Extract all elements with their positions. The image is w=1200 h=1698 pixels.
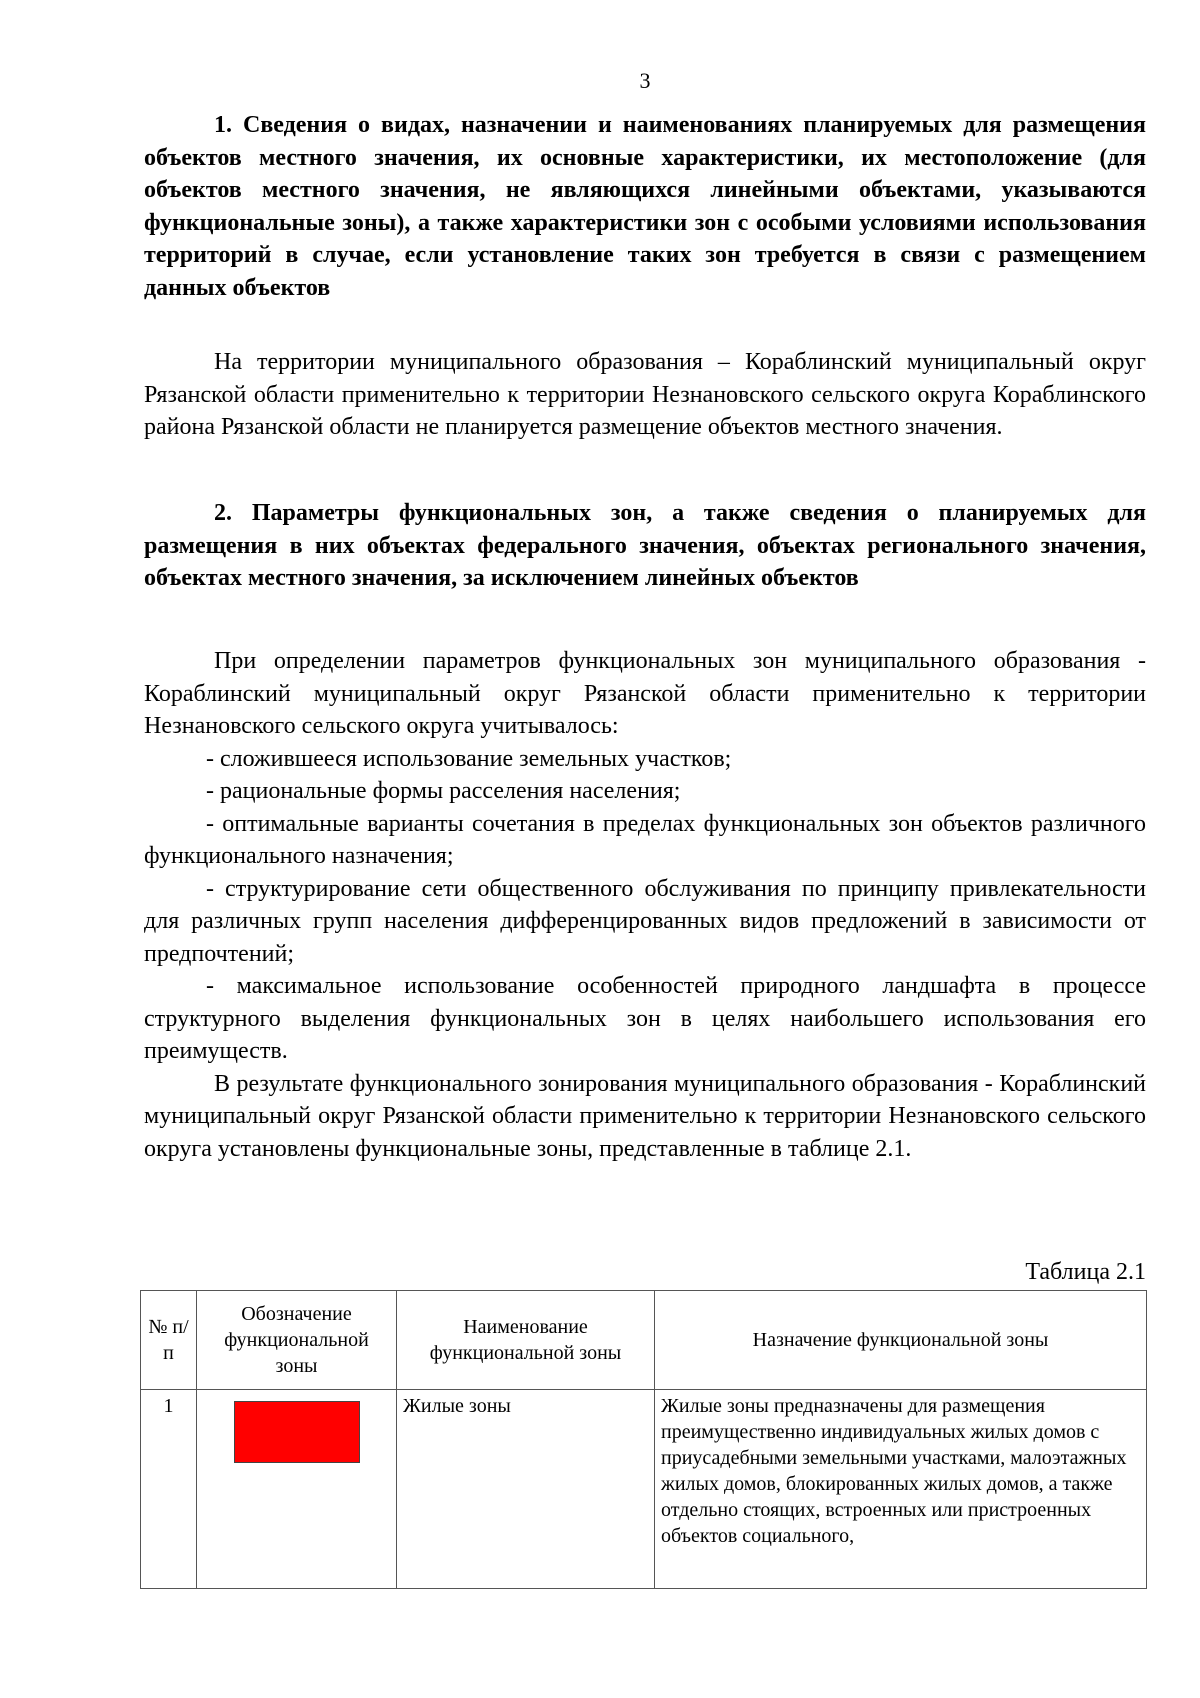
row-purpose: Жилые зоны предназначены для размещения преимущественно индивидуальных жилых домов с приусадебными земельными участками, малоэтажных жилых домов, блокированных жилых домов, а также отдельно стоящих, встроенных или пристроенных объектов социального, — [655, 1390, 1147, 1589]
zone-color-swatch — [234, 1401, 360, 1463]
criteria-item: - сложившееся использование земельных участков; — [206, 745, 732, 772]
criteria-item: - оптимальные варианты сочетания в пределах функциональных зон объектов различного функционального назначения; — [144, 810, 1146, 869]
section-2-conclusion: В результате функционального зонирования муниципального образования - Кораблинский муниципальный округ Рязанской области применительно к территории Незнановского сельского округа установлены функциональные зоны, представленные в таблице 2.1. — [144, 1070, 1146, 1162]
table-caption: Таблица 2.1 — [1025, 1259, 1146, 1285]
header-name: Наименование функциональной зоны — [397, 1291, 655, 1390]
header-purpose: Назначение функциональной зоны — [655, 1291, 1147, 1390]
section-2-text — [144, 645, 1146, 1165]
functional-zones-table — [140, 1290, 1147, 1589]
header-designation: Обозначение функциональной зоны — [197, 1291, 397, 1390]
criteria-item: - максимальное использование особенностей природного ландшафта в процессе структурного выделения функциональных зон в целях наибольшего использования его преимуществ. — [144, 973, 1146, 1064]
header-num: № п/п — [141, 1291, 197, 1390]
section-1-body: На территории муниципального образования – Кораблинский муниципальный округ Рязанской области применительно к территории Незнановского сельского округа Кораблинского района Рязанской области не планируется размещение объектов местного значения. — [144, 349, 1146, 440]
section-1-heading: 1. Сведения о видах, назначении и наименованиях планируемых для размещения объектов местного значения, их основные характеристики, их местоположение (для объектов местного значения, не являющихся линейными объектами, указываются функциональные зоны), а также характеристики зон с особыми условиями использования территорий в случае, если установление таких зон требуется в связи с размещением данных объектов — [144, 112, 1146, 301]
row-designation — [197, 1390, 397, 1589]
table-row — [141, 1390, 1147, 1589]
row-num: 1 — [141, 1390, 197, 1589]
row-name: Жилые зоны — [397, 1390, 655, 1589]
page-number: 3 — [639, 68, 651, 93]
criteria-item: - структурирование сети общественного обслуживания по принципу привлекательности для различных групп населения дифференцированных видов предложений в зависимости от предпочтений; — [144, 875, 1146, 967]
section-2-intro: При определении параметров функциональных зон муниципального образования - Кораблинский муниципальный округ Рязанской области применительно к территории Незнановского сельского округа учитывалось: — [144, 648, 1146, 739]
section-2-heading: 2. Параметры функциональных зон, а также сведения о планируемых для размещения в них объектах федерального значения, объектах регионального значения, объектах местного значения, за исключением линейных объектов — [144, 500, 1146, 591]
table-header-row — [141, 1291, 1147, 1390]
criteria-item: - рациональные формы расселения населения; — [206, 778, 681, 804]
